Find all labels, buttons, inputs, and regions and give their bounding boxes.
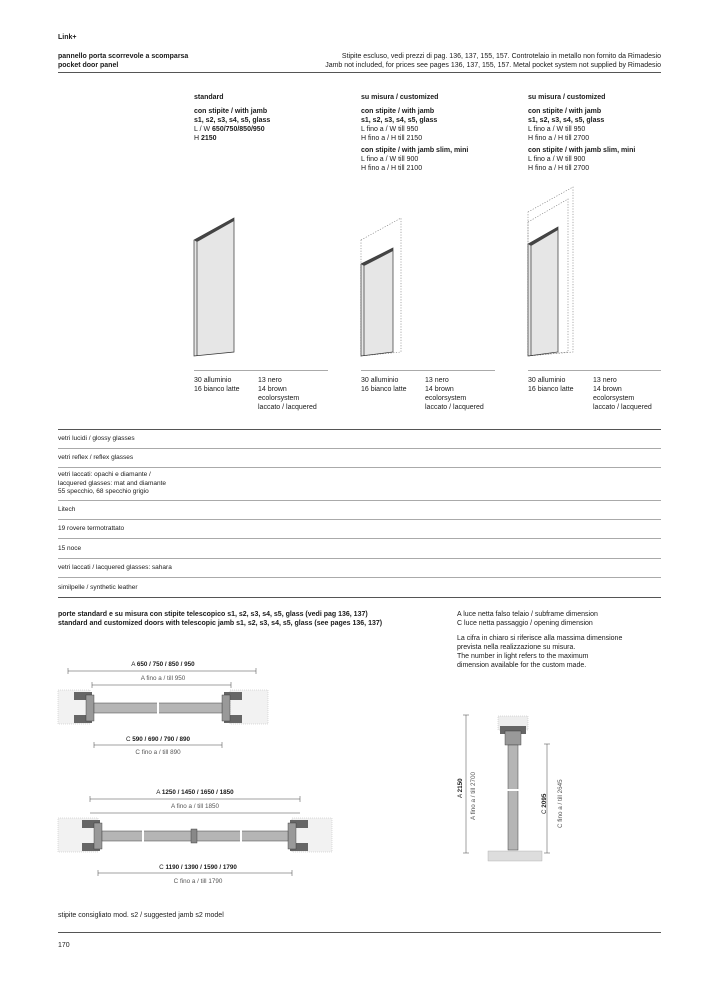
jamb-line: con stipite / with jamb xyxy=(194,108,268,115)
column-title: su misura / customized xyxy=(528,94,606,101)
height-slim-line: H fino a / H till 2100 xyxy=(361,165,423,172)
row-lacquered-glasses: vetri laccati: opachi e diamante / lacquered glasses: mat and diamante 55 specchio, 68 specchio grigio xyxy=(58,471,167,495)
width-slim-line: L fino a / W till 900 xyxy=(361,156,419,163)
height-line: H fino a / H till 2700 xyxy=(528,135,590,142)
row-glossy-glasses: vetri lucidi / glossy glasses xyxy=(58,435,135,442)
finish-lacquered-col1: 13 nero 14 brown ecolorsystem laccato / lacquered xyxy=(258,377,317,411)
row-rovere: 19 rovere termotrattato xyxy=(58,525,125,532)
brand-name: Link+ xyxy=(58,34,77,41)
jamb-line: con stipite / with jamb xyxy=(528,108,602,115)
jamb-slim-line: con stipite / with jamb slim, mini xyxy=(528,147,636,154)
dim-c-double: C 1190 / 1390 / 1590 / 1790 xyxy=(159,864,237,871)
dim-a-single-max: A fino a / till 950 xyxy=(140,675,186,682)
dim-c-double-max: C fino a / till 1790 xyxy=(173,878,223,885)
jamb-models: s1, s2, s3, s4, s5, glass xyxy=(194,117,271,124)
width-line: L fino a / W till 950 xyxy=(361,126,419,133)
legend-note-3: The number in light refers to the maximum xyxy=(457,653,589,660)
dim-c-single-max: C fino a / till 890 xyxy=(135,749,181,756)
legend-note-4: dimension available for the custom made. xyxy=(457,662,587,669)
row-litech: Litech xyxy=(58,506,76,513)
title-en: pocket door panel xyxy=(58,62,119,69)
finish-aluminium-col2: 30 alluminio 16 bianco latte xyxy=(361,377,407,393)
dim-c-vertical-max: C fino a / till 2645 xyxy=(557,779,564,828)
finish-aluminium-col1: 30 alluminio 16 bianco latte xyxy=(194,377,240,393)
dim-a-single: A 650 / 750 / 850 / 950 xyxy=(131,661,195,668)
row-sahara: vetri laccati / lacquered glasses: sahara xyxy=(58,564,172,571)
finish-aluminium-col3: 30 alluminio 16 bianco latte xyxy=(528,377,574,393)
page-number: 170 xyxy=(58,942,70,949)
jamb-line: con stipite / with jamb xyxy=(361,108,435,115)
legend-a: A luce netta falso telaio / subframe dimension xyxy=(457,611,598,618)
finish-lacquered-col2: 13 nero 14 brown ecolorsystem laccato / lacquered xyxy=(425,377,484,411)
note-it: Stipite escluso, vedi prezzi di pag. 136, 137, 155, 157. Controtelaio in metallo non fornito da Rimadesio xyxy=(341,53,661,60)
legend-c: C luce netta passaggio / opening dimension xyxy=(457,620,593,627)
dim-a-double: A 1250 / 1450 / 1650 / 1850 xyxy=(156,789,234,796)
legend-note-2: prevista nella realizzazione su misura. xyxy=(457,644,576,651)
jamb-note: stipite consigliato mod. s2 / suggested jamb s2 model xyxy=(58,912,224,919)
row-synthetic-leather: similpelle / synthetic leather xyxy=(58,584,138,591)
height-slim-line: H fino a / H till 2700 xyxy=(528,165,590,172)
section-title-it: porte standard e su misura con stipite telescopico s1, s2, s3, s4, s5, glass (vedi pag 136, 137) xyxy=(58,611,368,618)
width-line: L fino a / W till 950 xyxy=(528,126,586,133)
title-it: pannello porta scorrevole a scomparsa xyxy=(58,53,189,60)
finish-lacquered-col3: 13 nero 14 brown ecolorsystem laccato / lacquered xyxy=(593,377,652,411)
dim-a-double-max: A fino a / till 1850 xyxy=(171,803,219,810)
width-line: L / W 650/750/850/950 xyxy=(194,126,265,133)
dim-c-vertical: C 2095 xyxy=(541,793,548,814)
width-slim-line: L fino a / W till 900 xyxy=(528,156,586,163)
dim-a-vertical: A 2150 xyxy=(457,778,464,798)
jamb-models: s1, s2, s3, s4, s5, glass xyxy=(361,117,438,124)
height-line: H fino a / H till 2150 xyxy=(361,135,423,142)
section-title-en: standard and customized doors with telescopic jamb s1, s2, s3, s4, s5, glass (see pages 136, 137) xyxy=(58,620,383,627)
row-reflex-glasses: vetri reflex / reflex glasses xyxy=(58,454,134,461)
footer-rule xyxy=(58,932,661,933)
height-line: H 2150 xyxy=(194,135,217,142)
jamb-models: s1, s2, s3, s4, s5, glass xyxy=(528,117,605,124)
dim-c-single: C 590 / 690 / 790 / 890 xyxy=(125,736,191,743)
jamb-slim-line: con stipite / with jamb slim, mini xyxy=(361,147,469,154)
note-en: Jamb not included, for prices see pages 136, 137, 155, 157. Metal pocket system not supplied by Rimadesio xyxy=(325,62,661,69)
column-title: standard xyxy=(194,94,224,101)
dim-a-vertical-max: A fino a / till 2700 xyxy=(470,772,477,820)
legend-note-1: La cifra in chiaro si riferisce alla massima dimensione xyxy=(457,635,623,642)
row-noce: 15 noce xyxy=(58,545,82,552)
column-title: su misura / customized xyxy=(361,94,439,101)
